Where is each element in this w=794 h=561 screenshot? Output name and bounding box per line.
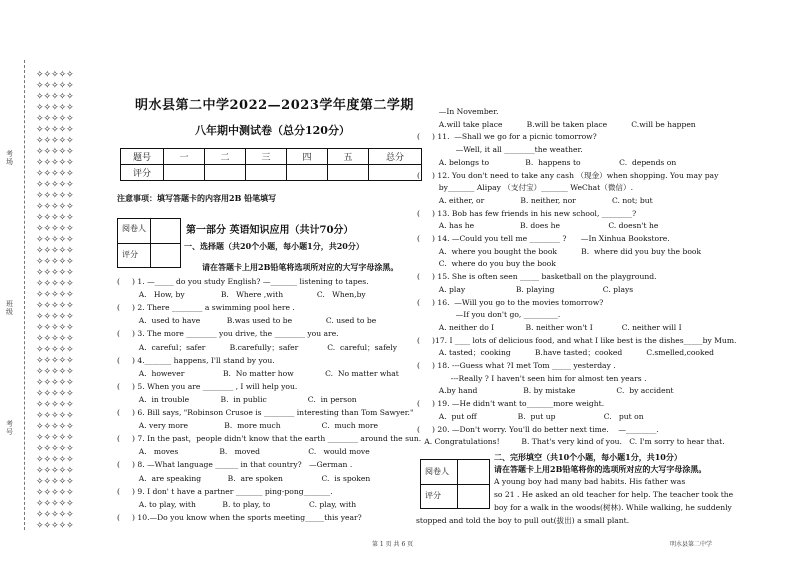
question-line: A. to play, with B. to play, to C. play, with: [117, 499, 357, 509]
star-row: ✧✧✧✧✧: [36, 180, 74, 190]
page-number: 第 1 页 共 6 页: [372, 541, 414, 548]
grader-box-2: [420, 459, 490, 509]
score-cell: 五: [328, 149, 369, 165]
star-row: ✧✧✧✧✧: [36, 433, 74, 443]
exam-number-label: 考号: [6, 420, 13, 436]
star-row: ✧✧✧✧✧: [36, 81, 74, 91]
star-row: ✧✧✧✧✧: [36, 334, 74, 344]
question-line: ( ) 11. —Shall we go for a picnic tomorrow?: [417, 132, 597, 142]
question-line: A. belongs to B. happens to C. depends on: [417, 157, 677, 167]
question-line: A. moves B. moved C. would move: [117, 447, 370, 457]
passage-line: A young boy had many bad habits. His father was: [494, 477, 686, 486]
question-line: A. has he B. does he C. doesn't he: [417, 221, 659, 231]
question-line: A. either, or B. neither, nor C. not; but: [417, 195, 653, 205]
score-blank[interactable]: [246, 165, 287, 181]
star-row: ✧✧✧✧✧: [36, 411, 74, 421]
score-blank[interactable]: [205, 165, 246, 181]
star-row: ✧✧✧✧✧: [36, 191, 74, 201]
score-blank[interactable]: [369, 165, 422, 181]
star-row: ✧✧✧✧✧: [36, 488, 74, 498]
star-row: ✧✧✧✧✧: [36, 312, 74, 322]
cut-line: [24, 60, 25, 530]
question-line: C. where do you buy the book: [417, 259, 556, 269]
star-row: ✧✧✧✧✧: [36, 70, 74, 80]
score-cell: 总分: [369, 149, 422, 165]
part2-heading: 二、完形填空（共10个小题，每小题1分，共10分）: [494, 452, 682, 462]
notice: 注意事项：填写答题卡的内容用2B 铅笔填写: [117, 193, 277, 203]
star-row: ✧✧✧✧✧: [36, 345, 74, 355]
star-row: ✧✧✧✧✧: [36, 301, 74, 311]
star-row: ✧✧✧✧✧: [36, 147, 74, 157]
star-row: ✧✧✧✧✧: [36, 400, 74, 410]
question-line: ( ) 2. There ________ a swimming pool here .: [117, 303, 295, 313]
part2-instruction: 请在答题卡上用2B铅笔将你的选项所对应的大写字母涂黑。: [494, 464, 707, 474]
question-line: A. used to have B.was used to be C. used to be: [117, 316, 377, 326]
score-blank[interactable]: [164, 165, 205, 181]
star-row: ✧✧✧✧✧: [36, 378, 74, 388]
question-line: ( ) 7. In the past，people didn't know that the earth ________ around the sun.: [117, 434, 422, 444]
score-cell: 题号: [121, 149, 164, 165]
question-line: ( ) 18. ---Guess what ?I met Tom _____ yesterday .: [417, 361, 616, 370]
question-line: ( )17. I ____ lots of delicious food, and what I like best is the dishes_____by Mum.: [417, 335, 737, 345]
question-line: A. careful；safer B.carefully；safer C. careful；safely: [117, 342, 398, 352]
star-row: ✧✧✧✧✧: [36, 279, 74, 289]
question-line: A. in trouble B. in public C. in person: [117, 394, 357, 404]
question-line: A. put off B. put up C. put on: [417, 411, 644, 421]
star-border: [36, 70, 92, 532]
star-row: ✧✧✧✧✧: [36, 125, 74, 135]
question-line: ---Really ? I haven't seen him for almost ten years .: [417, 373, 647, 383]
star-row: ✧✧✧✧✧: [36, 92, 74, 102]
question-line: ( ) 3. The more ________ you drive, the ________ you are.: [117, 329, 339, 339]
question-line: —If you don't go, _________.: [417, 310, 561, 320]
question-line: A. neither do I B. neither won't I C. neither will I: [417, 322, 682, 332]
question-line: —In November.: [417, 107, 499, 116]
question-line: A.by hand B. by mistake C. by accident: [417, 386, 674, 396]
question-line: by_______ Alipay （支付宝）_______ WeChat（微信）.: [417, 183, 634, 193]
question-line: ( ) 9. I don' t have a partner _______ ping-pong_______.: [117, 486, 333, 496]
class-label: 班级: [6, 300, 13, 316]
question-line: ( ) 15. She is often seen _____ basketball on the playground.: [417, 272, 657, 282]
question-line: ( ) 20. —Don't worry. You'll do better next time. —________.: [417, 424, 659, 434]
star-row: ✧✧✧✧✧: [36, 290, 74, 300]
star-row: ✧✧✧✧✧: [36, 444, 74, 454]
question-line: A. very more B. more much C. much more: [117, 421, 378, 431]
question-line: ( ) 1. —_____ do you study English? —_______ listening to tapes.: [117, 277, 369, 286]
star-row: ✧✧✧✧✧: [36, 323, 74, 333]
star-row: ✧✧✧✧✧: [36, 114, 74, 124]
star-row: ✧✧✧✧✧: [36, 521, 74, 531]
question-line: ( ) 8. —What language ______ in that country? —German .: [117, 460, 353, 470]
passage-line: so 21 . He asked an old teacher for help. The teacher took the: [494, 490, 734, 499]
star-row: ✧✧✧✧✧: [36, 510, 74, 520]
score-cell: 二: [205, 149, 246, 165]
question-line: ( ) 13. Bob has few friends in his new school, ________?: [417, 208, 637, 218]
question-line: A. How, by B. Where ,with C. When,by: [117, 290, 366, 300]
star-row: ✧✧✧✧✧: [36, 422, 74, 432]
score-row-label: 评分: [121, 165, 164, 181]
star-row: ✧✧✧✧✧: [36, 389, 74, 399]
grader-box-1: [117, 218, 181, 268]
star-row: ✧✧✧✧✧: [36, 235, 74, 245]
score-table-header-row: [121, 149, 422, 165]
star-row: ✧✧✧✧✧: [36, 499, 74, 509]
question-line: A. where you bought the book B. where did you buy the book: [417, 246, 702, 256]
question-line: A. are speaking B. are spoken C. is spoken: [117, 473, 371, 483]
passage-line: boy for a walk in the woods(树林). While walking, he suddenly: [494, 503, 732, 512]
question-line: ( ) 10.—Do you know when the sports meeting_____this year?: [117, 512, 362, 522]
part1-heading: 第一部分 英语知识应用（共计70分）: [186, 225, 354, 236]
star-row: ✧✧✧✧✧: [36, 268, 74, 278]
exam-room-label: 考场: [6, 150, 13, 166]
reviewer-label: 阅卷人: [122, 224, 146, 233]
question-line: ( ) 16. —Will you go to the movies tomorrow?: [417, 297, 604, 307]
star-row: ✧✧✧✧✧: [36, 213, 74, 223]
score-blank[interactable]: [328, 165, 369, 181]
question-line: ( ) 5. When you are ________ , I will help you.: [117, 381, 298, 391]
score-blank[interactable]: [287, 165, 328, 181]
section1-heading: 一、选择题（共20个小题，每小题1分，共20分）: [184, 241, 364, 251]
score-label: 评分: [122, 250, 138, 259]
star-row: ✧✧✧✧✧: [36, 356, 74, 366]
score-cell: 四: [287, 149, 328, 165]
question-line: ( ) 4._______ happens, I'll stand by you.: [117, 355, 275, 365]
school-footer: 明水县第二中学: [670, 541, 713, 548]
score-label: 评分: [425, 491, 441, 500]
question-line: A. however B. No matter how C. No matter what: [117, 368, 399, 378]
section1-instruction: 请在答题卡上用2B铅笔将选项所对应的大写字母涂黑。: [202, 262, 399, 272]
question-line: ( ) 6. Bill says, "Robinson Crusoe is ________ interesting than Tom Sawyer.": [117, 408, 414, 417]
exam-subtitle: 八年期中测试卷（总分120分）: [195, 124, 350, 137]
star-row: ✧✧✧✧✧: [36, 477, 74, 487]
exam-title: 明水县第二中学2022—2023学年度第二学期: [135, 98, 414, 113]
passage-line: stopped and told the boy to pull out(拔出) a small plant.: [416, 516, 630, 525]
star-row: ✧✧✧✧✧: [36, 169, 74, 179]
score-cell: 一: [164, 149, 205, 165]
question-line: A. play B. playing C. plays: [417, 284, 634, 294]
star-row: ✧✧✧✧✧: [36, 455, 74, 465]
question-line: A.will take place B.will be taken place C.will be happen: [417, 119, 696, 129]
score-table-score-row: [121, 165, 422, 181]
question-line: ( ) 19. —He didn't want to_______more weight.: [417, 399, 605, 409]
star-row: ✧✧✧✧✧: [36, 202, 74, 212]
question-line: A. Congratulations! B. That's very kind of you. C. I'm sorry to hear that.: [417, 437, 725, 447]
question-line: —Well, it all ________the weather.: [417, 145, 583, 155]
star-row: ✧✧✧✧✧: [36, 257, 74, 267]
reviewer-label: 阅卷人: [425, 467, 449, 476]
star-row: ✧✧✧✧✧: [36, 466, 74, 476]
star-row: ✧✧✧✧✧: [36, 224, 74, 234]
question-line: ( ) 12. You don't need to take any cash （现金）when shopping. You may pay: [417, 170, 719, 180]
score-cell: 三: [246, 149, 287, 165]
star-row: ✧✧✧✧✧: [36, 136, 74, 146]
star-row: ✧✧✧✧✧: [36, 367, 74, 377]
question-line: A. tasted；cooking B.have tasted；cooked C.smelled,cooked: [417, 348, 714, 358]
binding-margin: [0, 0, 95, 561]
star-row: ✧✧✧✧✧: [36, 103, 74, 113]
star-row: ✧✧✧✧✧: [36, 246, 74, 256]
question-line: ( ) 14. —Could you tell me ________ ? —In Xinhua Bookstore.: [417, 234, 670, 243]
score-table: [120, 148, 422, 181]
star-row: ✧✧✧✧✧: [36, 158, 74, 168]
